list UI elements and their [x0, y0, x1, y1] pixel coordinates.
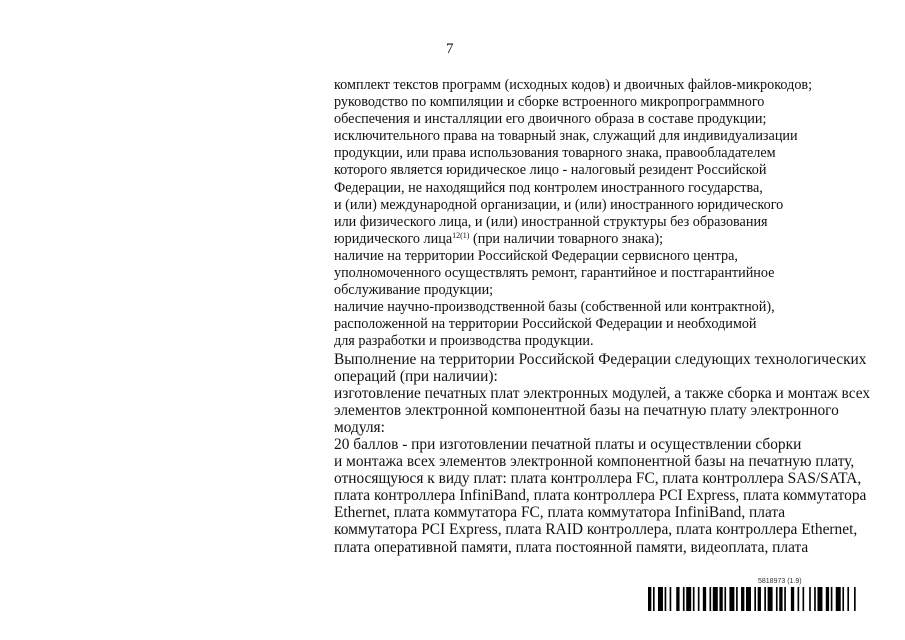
text-line: модуля: — [334, 418, 385, 436]
text-line: наличие научно-производственной базы (собственной или контрактной), — [334, 299, 775, 316]
barcode-bar — [676, 587, 679, 611]
barcode-bar — [831, 587, 833, 611]
barcode-bar — [719, 587, 722, 611]
text-line: обеспечения и инсталляции его двоичного образа в составе продукции; — [334, 111, 767, 128]
barcode-bar — [803, 587, 805, 611]
text-line: элементов электронной компонентной базы на печатную плату электронного — [334, 401, 839, 419]
barcode-bar — [703, 587, 706, 611]
text-line: Выполнение на территории Российской Федерации следующих технологических — [334, 350, 867, 368]
barcode — [648, 587, 859, 611]
text-line: расположенной на территории Российской Федерации и необходимой — [334, 316, 757, 333]
barcode-bar — [693, 587, 695, 611]
text-line: исключительного права на товарный знак, служащий для индивидуализации — [334, 128, 798, 145]
barcode-bar — [836, 587, 841, 611]
text-fragment: (при наличии товарного знака); — [469, 230, 664, 247]
text-line: которого является юридическое лицо - налоговый резидент Российской — [334, 162, 767, 179]
barcode-bar — [798, 587, 800, 611]
text-line: уполномоченного осуществлять ремонт, гарантийное и постгарантийное — [334, 265, 775, 282]
text-line: плата оперативной памяти, плата постоянной памяти, видеоплата, плата — [334, 538, 809, 556]
text-line: Федерации, не находящийся под контролем иностранного государства, — [334, 179, 763, 196]
barcode-bar — [709, 587, 711, 611]
barcode-bar — [686, 587, 691, 611]
barcode-bar — [814, 587, 816, 611]
barcode-bar — [724, 587, 726, 611]
text-line: относящуюся к виду плат: плата контроллера FC, плата контроллера SAS/SATA, — [334, 470, 862, 488]
barcode-bar — [847, 587, 849, 611]
barcode-bar — [754, 587, 756, 611]
barcode-bar — [817, 587, 822, 611]
text-fragment: юридического лица — [334, 230, 453, 247]
barcode-bar — [698, 587, 700, 611]
text-line: руководство по компиляции и сборке встроенного микропрограммного — [334, 94, 765, 111]
barcode-bar — [779, 587, 782, 611]
barcode-bar — [791, 587, 794, 611]
text-line: продукции, или права использования товарного знака, правообладателем — [334, 145, 776, 162]
barcode-bar — [746, 587, 751, 611]
text-line: операций (при наличии): — [334, 367, 498, 385]
text-line: и (или) международной организации, и (или) иностранного юридического — [334, 196, 784, 213]
barcode-bar — [736, 587, 738, 611]
text-line: 20 баллов - при изготовлении печатной платы и осуществлении сборки — [334, 435, 802, 453]
barcode-bar — [648, 587, 651, 611]
text-line: наличие на территории Российской Федерации сервисного центра, — [334, 247, 738, 264]
barcode-bar — [826, 587, 829, 611]
barcode-bar — [670, 587, 672, 611]
barcode-bar — [758, 587, 761, 611]
document-body — [334, 77, 874, 556]
barcode-label: 5818973 (1.9) — [758, 578, 802, 585]
barcode-bar — [842, 587, 844, 611]
text-line: Ethernet, плата коммутатора FC, плата коммутатора InfiniBand, плата — [334, 504, 786, 522]
text-line: изготовление печатных плат электронных модулей, а также сборка и монтаж всех — [334, 384, 871, 402]
text-line: и монтажа всех элементов электронной компонентной базы на печатную плату, — [334, 453, 855, 471]
barcode-bar — [784, 587, 786, 611]
barcode-bar — [653, 587, 655, 611]
footnote-reference: 12(1) — [452, 230, 470, 240]
page-number: 7 — [446, 41, 454, 57]
barcode-bar — [658, 587, 663, 611]
barcode-bar — [729, 587, 734, 611]
text-line: для разработки и производства продукции. — [334, 333, 594, 350]
barcode-bar — [741, 587, 744, 611]
text-line: обслуживание продукции; — [334, 282, 494, 299]
barcode-bar — [683, 587, 685, 611]
barcode-bar — [768, 587, 773, 611]
text-line: или физического лица, и (или) иностранной структуры без образования — [334, 213, 768, 230]
barcode-bar — [764, 587, 766, 611]
text-line: комплект текстов программ (исходных кодов) и двоичных файлов-микрокодов; — [334, 77, 813, 93]
barcode-bar — [776, 587, 778, 611]
barcode-bar — [854, 587, 856, 611]
text-line: плата контроллера InfiniBand, плата контроллера PCI Express, плата коммутатора — [334, 487, 867, 505]
barcode-bar — [665, 587, 667, 611]
barcode-bar — [809, 587, 811, 611]
text-line — [334, 231, 874, 248]
barcode-bar — [713, 587, 718, 611]
text-line: коммутатора PCI Express, плата RAID контроллера, плата контроллера Ethernet, — [334, 521, 858, 539]
